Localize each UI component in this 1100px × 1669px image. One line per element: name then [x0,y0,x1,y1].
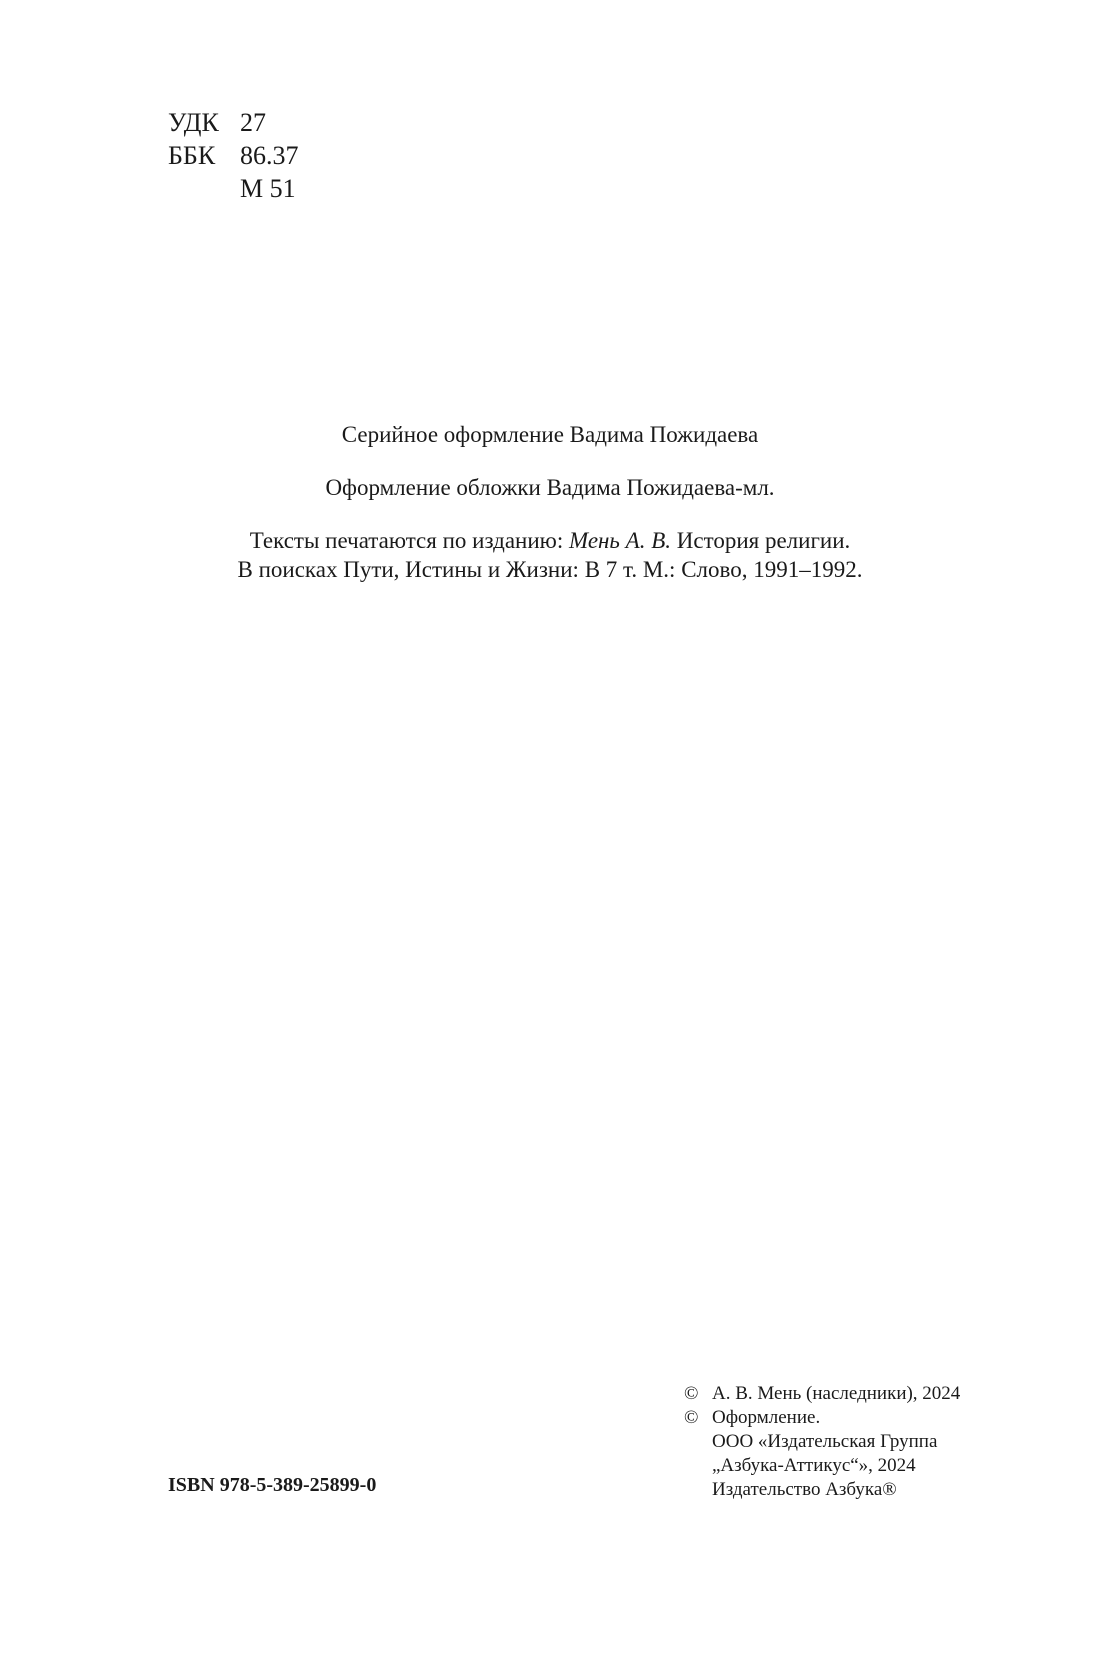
copyright-publisher-line-3: Издательство Азбука® [712,1479,897,1500]
copyright-icon: © [684,1383,699,1404]
copyright-design-text: Оформление. [712,1407,821,1428]
source-title: История религии. [671,528,851,553]
bbk-label: ББК [168,141,216,170]
copyright-author-text: А. В. Мень (наследники), 2024 [712,1383,961,1404]
copyright-icon: © [684,1407,699,1428]
classification-block [168,106,299,205]
source-edition-note [0,526,1100,584]
copyright-design [684,1406,960,1430]
source-line-1 [0,526,1100,555]
copyright-publisher-line-2: „Азбука-Аттикус“», 2024 [712,1455,916,1476]
author-mark: М 51 [240,174,296,203]
copyright-block [684,1382,960,1502]
isbn: ISBN 978-5-389-25899-0 [168,1474,377,1496]
udk-label: УДК [168,108,219,137]
source-author: Мень А. В. [568,528,672,553]
udk-row [168,106,299,139]
copyright-author [684,1382,960,1406]
udk-value: 27 [240,108,266,137]
copyright-publisher-line-1: ООО «Издательская Группа [712,1431,938,1452]
author-mark-row [168,172,299,205]
credits-block [0,420,1100,584]
bbk-value: 86.37 [240,141,299,170]
cover-design-credit: Оформление обложки Вадима Пожидаева-мл. [325,475,775,500]
source-line-2: В поисках Пути, Истины и Жизни: В 7 т. М.: Слово, 1991–1992. [237,557,863,582]
source-prefix: Тексты печатаются по изданию: [249,528,569,553]
series-design-credit: Серийное оформление Вадима Пожидаева [341,422,759,447]
bbk-row [168,139,299,172]
